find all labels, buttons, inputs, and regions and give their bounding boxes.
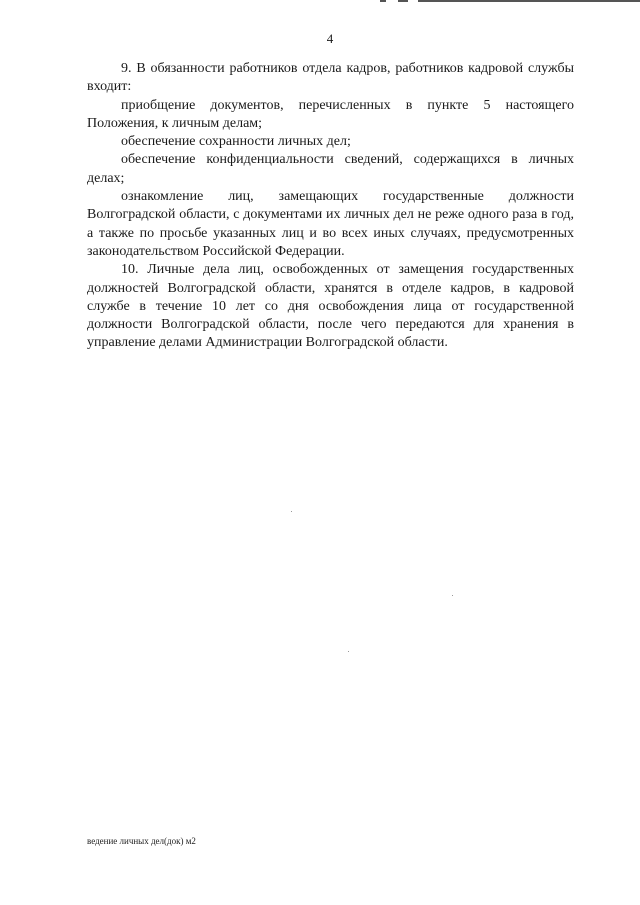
paragraph: ознакомление лиц, замещающих государственные должности Волгоградской области, с документами их личных дел не реже одного раза в год, а также по просьбе указанных лиц и во всех иных случаях, предусмотренных законодательством Российской Федерации. xyxy=(87,189,574,259)
paragraph: приобщение документов, перечисленных в пункте 5 настоящего Положения, к личным делам; xyxy=(87,97,574,131)
scan-edge-line xyxy=(380,0,386,2)
footer-filename: ведение личных дел(док) м2 xyxy=(87,836,196,846)
scan-speck xyxy=(348,651,349,652)
scan-speck xyxy=(291,511,292,512)
scan-edge-line xyxy=(418,0,640,2)
scan-speck xyxy=(452,595,453,596)
paragraph: 10. Личные дела лиц, освобожденных от замещения государственных должностей Волгоградской области, хранятся в отделе кадров, в кадровой службе в течение 10 лет со дня освобождения лица от государственной должности Волгоградской области, после чего передаются для хранения в управление делами Администрации Волгоградской области. xyxy=(87,262,574,351)
paragraph: обеспечение конфиденциальности сведений, содержащихся в личных делах; xyxy=(87,152,574,186)
scan-edge-line xyxy=(398,0,408,2)
page-number: 4 xyxy=(326,31,334,46)
paragraph: 9. В обязанности работников отдела кадров, работников кадровой службы входит: xyxy=(87,61,574,95)
paragraph: обеспечение сохранности личных дел; xyxy=(121,134,351,150)
document-body xyxy=(87,60,574,353)
